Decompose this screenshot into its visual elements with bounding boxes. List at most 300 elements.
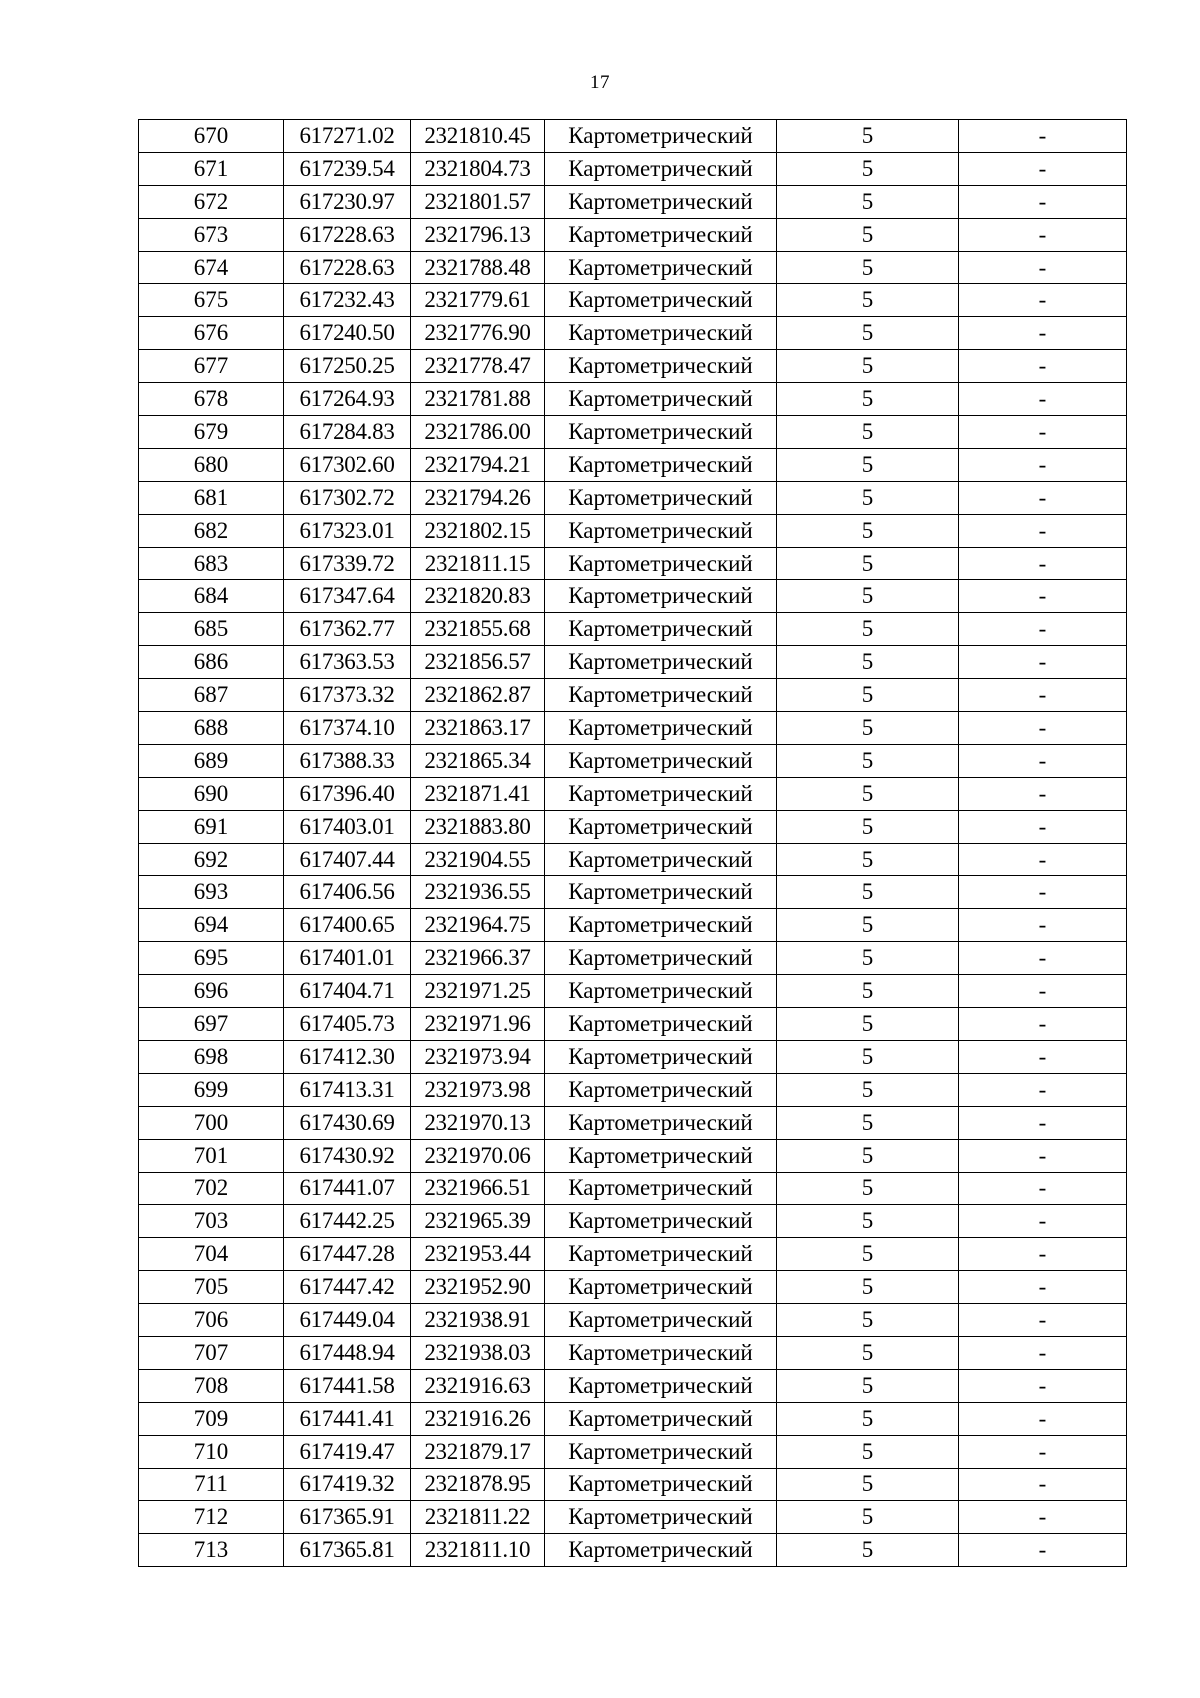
method-cell: Картометрический — [545, 909, 777, 942]
method-cell: Картометрический — [545, 1008, 777, 1041]
point-number-cell: 705 — [139, 1271, 284, 1304]
y-coordinate-cell: 2321879.17 — [411, 1435, 545, 1468]
x-coordinate-cell: 617447.42 — [284, 1271, 411, 1304]
y-coordinate-cell: 2321820.83 — [411, 580, 545, 613]
description-cell: - — [959, 810, 1127, 843]
point-number-cell: 694 — [139, 909, 284, 942]
table-row — [139, 481, 1127, 514]
x-coordinate-cell: 617403.01 — [284, 810, 411, 843]
description-cell: - — [959, 185, 1127, 218]
y-coordinate-cell: 2321856.57 — [411, 646, 545, 679]
accuracy-cell: 5 — [777, 843, 959, 876]
y-coordinate-cell: 2321779.61 — [411, 284, 545, 317]
x-coordinate-cell: 617407.44 — [284, 843, 411, 876]
description-cell: - — [959, 383, 1127, 416]
point-number-cell: 704 — [139, 1238, 284, 1271]
method-cell: Картометрический — [545, 679, 777, 712]
description-cell: - — [959, 942, 1127, 975]
table-row — [139, 1139, 1127, 1172]
x-coordinate-cell: 617373.32 — [284, 679, 411, 712]
point-number-cell: 688 — [139, 712, 284, 745]
description-cell: - — [959, 1106, 1127, 1139]
method-cell: Картометрический — [545, 646, 777, 679]
accuracy-cell: 5 — [777, 1435, 959, 1468]
accuracy-cell: 5 — [777, 810, 959, 843]
description-cell: - — [959, 1238, 1127, 1271]
accuracy-cell: 5 — [777, 1534, 959, 1567]
x-coordinate-cell: 617302.60 — [284, 448, 411, 481]
y-coordinate-cell: 2321952.90 — [411, 1271, 545, 1304]
description-cell: - — [959, 580, 1127, 613]
y-coordinate-cell: 2321936.55 — [411, 876, 545, 909]
method-cell: Картометрический — [545, 975, 777, 1008]
accuracy-cell: 5 — [777, 777, 959, 810]
accuracy-cell: 5 — [777, 975, 959, 1008]
description-cell: - — [959, 1468, 1127, 1501]
x-coordinate-cell: 617396.40 — [284, 777, 411, 810]
accuracy-cell: 5 — [777, 350, 959, 383]
accuracy-cell: 5 — [777, 1172, 959, 1205]
method-cell: Картометрический — [545, 120, 777, 153]
method-cell: Картометрический — [545, 580, 777, 613]
coordinates-table — [138, 119, 1127, 1567]
table-row — [139, 383, 1127, 416]
x-coordinate-cell: 617413.31 — [284, 1073, 411, 1106]
method-cell: Картометрический — [545, 1205, 777, 1238]
x-coordinate-cell: 617442.25 — [284, 1205, 411, 1238]
x-coordinate-cell: 617362.77 — [284, 613, 411, 646]
description-cell: - — [959, 448, 1127, 481]
method-cell: Картометрический — [545, 613, 777, 646]
table-row — [139, 679, 1127, 712]
description-cell: - — [959, 1271, 1127, 1304]
point-number-cell: 696 — [139, 975, 284, 1008]
description-cell: - — [959, 317, 1127, 350]
x-coordinate-cell: 617419.32 — [284, 1468, 411, 1501]
x-coordinate-cell: 617430.69 — [284, 1106, 411, 1139]
accuracy-cell: 5 — [777, 120, 959, 153]
accuracy-cell: 5 — [777, 646, 959, 679]
method-cell: Картометрический — [545, 218, 777, 251]
description-cell: - — [959, 646, 1127, 679]
method-cell: Картометрический — [545, 1040, 777, 1073]
accuracy-cell: 5 — [777, 152, 959, 185]
x-coordinate-cell: 617441.07 — [284, 1172, 411, 1205]
description-cell: - — [959, 251, 1127, 284]
y-coordinate-cell: 2321971.25 — [411, 975, 545, 1008]
description-cell: - — [959, 843, 1127, 876]
x-coordinate-cell: 617365.81 — [284, 1534, 411, 1567]
table-row — [139, 1435, 1127, 1468]
table-row — [139, 284, 1127, 317]
description-cell: - — [959, 120, 1127, 153]
point-number-cell: 679 — [139, 416, 284, 449]
coordinates-table-body — [139, 120, 1127, 1567]
point-number-cell: 697 — [139, 1008, 284, 1041]
y-coordinate-cell: 2321786.00 — [411, 416, 545, 449]
method-cell: Картометрический — [545, 416, 777, 449]
table-row — [139, 613, 1127, 646]
method-cell: Картометрический — [545, 383, 777, 416]
description-cell: - — [959, 1501, 1127, 1534]
y-coordinate-cell: 2321973.94 — [411, 1040, 545, 1073]
table-row — [139, 975, 1127, 1008]
table-row — [139, 1501, 1127, 1534]
point-number-cell: 683 — [139, 547, 284, 580]
method-cell: Картометрический — [545, 1106, 777, 1139]
x-coordinate-cell: 617447.28 — [284, 1238, 411, 1271]
y-coordinate-cell: 2321781.88 — [411, 383, 545, 416]
method-cell: Картометрический — [545, 810, 777, 843]
description-cell: - — [959, 1435, 1127, 1468]
accuracy-cell: 5 — [777, 580, 959, 613]
point-number-cell: 709 — [139, 1402, 284, 1435]
table-row — [139, 1271, 1127, 1304]
point-number-cell: 707 — [139, 1336, 284, 1369]
table-row — [139, 317, 1127, 350]
y-coordinate-cell: 2321965.39 — [411, 1205, 545, 1238]
description-cell: - — [959, 1402, 1127, 1435]
point-number-cell: 680 — [139, 448, 284, 481]
method-cell: Картометрический — [545, 284, 777, 317]
description-cell: - — [959, 1534, 1127, 1567]
description-cell: - — [959, 350, 1127, 383]
table-row — [139, 448, 1127, 481]
x-coordinate-cell: 617347.64 — [284, 580, 411, 613]
x-coordinate-cell: 617430.92 — [284, 1139, 411, 1172]
y-coordinate-cell: 2321811.15 — [411, 547, 545, 580]
point-number-cell: 672 — [139, 185, 284, 218]
x-coordinate-cell: 617230.97 — [284, 185, 411, 218]
point-number-cell: 699 — [139, 1073, 284, 1106]
table-row — [139, 350, 1127, 383]
description-cell: - — [959, 481, 1127, 514]
x-coordinate-cell: 617339.72 — [284, 547, 411, 580]
method-cell: Картометрический — [545, 1304, 777, 1337]
table-row — [139, 1369, 1127, 1402]
accuracy-cell: 5 — [777, 1106, 959, 1139]
description-cell: - — [959, 218, 1127, 251]
x-coordinate-cell: 617240.50 — [284, 317, 411, 350]
x-coordinate-cell: 617239.54 — [284, 152, 411, 185]
description-cell: - — [959, 514, 1127, 547]
point-number-cell: 678 — [139, 383, 284, 416]
x-coordinate-cell: 617363.53 — [284, 646, 411, 679]
accuracy-cell: 5 — [777, 876, 959, 909]
method-cell: Картометрический — [545, 876, 777, 909]
x-coordinate-cell: 617365.91 — [284, 1501, 411, 1534]
table-row — [139, 185, 1127, 218]
point-number-cell: 702 — [139, 1172, 284, 1205]
table-row — [139, 1073, 1127, 1106]
description-cell: - — [959, 1336, 1127, 1369]
x-coordinate-cell: 617449.04 — [284, 1304, 411, 1337]
y-coordinate-cell: 2321811.10 — [411, 1534, 545, 1567]
x-coordinate-cell: 617302.72 — [284, 481, 411, 514]
method-cell: Картометрический — [545, 777, 777, 810]
accuracy-cell: 5 — [777, 613, 959, 646]
point-number-cell: 691 — [139, 810, 284, 843]
table-row — [139, 1402, 1127, 1435]
accuracy-cell: 5 — [777, 1073, 959, 1106]
method-cell: Картометрический — [545, 547, 777, 580]
accuracy-cell: 5 — [777, 909, 959, 942]
page-number: 17 — [590, 72, 610, 93]
y-coordinate-cell: 2321964.75 — [411, 909, 545, 942]
y-coordinate-cell: 2321970.06 — [411, 1139, 545, 1172]
method-cell: Картометрический — [545, 1501, 777, 1534]
table-row — [139, 876, 1127, 909]
table-row — [139, 777, 1127, 810]
table-row — [139, 152, 1127, 185]
y-coordinate-cell: 2321938.91 — [411, 1304, 545, 1337]
method-cell: Картометрический — [545, 448, 777, 481]
y-coordinate-cell: 2321865.34 — [411, 744, 545, 777]
table-row — [139, 120, 1127, 153]
table-row — [139, 1106, 1127, 1139]
accuracy-cell: 5 — [777, 317, 959, 350]
method-cell: Картометрический — [545, 350, 777, 383]
y-coordinate-cell: 2321810.45 — [411, 120, 545, 153]
x-coordinate-cell: 617232.43 — [284, 284, 411, 317]
x-coordinate-cell: 617250.25 — [284, 350, 411, 383]
point-number-cell: 681 — [139, 481, 284, 514]
accuracy-cell: 5 — [777, 448, 959, 481]
x-coordinate-cell: 617284.83 — [284, 416, 411, 449]
table-row — [139, 580, 1127, 613]
method-cell: Картометрический — [545, 1271, 777, 1304]
method-cell: Картометрический — [545, 251, 777, 284]
description-cell: - — [959, 909, 1127, 942]
accuracy-cell: 5 — [777, 514, 959, 547]
accuracy-cell: 5 — [777, 1501, 959, 1534]
point-number-cell: 690 — [139, 777, 284, 810]
method-cell: Картометрический — [545, 1073, 777, 1106]
table-row — [139, 1238, 1127, 1271]
accuracy-cell: 5 — [777, 547, 959, 580]
table-row — [139, 810, 1127, 843]
y-coordinate-cell: 2321970.13 — [411, 1106, 545, 1139]
x-coordinate-cell: 617388.33 — [284, 744, 411, 777]
method-cell: Картометрический — [545, 317, 777, 350]
description-cell: - — [959, 712, 1127, 745]
method-cell: Картометрический — [545, 1336, 777, 1369]
table-row — [139, 1205, 1127, 1238]
table-row — [139, 416, 1127, 449]
point-number-cell: 712 — [139, 1501, 284, 1534]
x-coordinate-cell: 617228.63 — [284, 218, 411, 251]
accuracy-cell: 5 — [777, 383, 959, 416]
y-coordinate-cell: 2321862.87 — [411, 679, 545, 712]
accuracy-cell: 5 — [777, 1205, 959, 1238]
x-coordinate-cell: 617405.73 — [284, 1008, 411, 1041]
y-coordinate-cell: 2321863.17 — [411, 712, 545, 745]
x-coordinate-cell: 617401.01 — [284, 942, 411, 975]
x-coordinate-cell: 617374.10 — [284, 712, 411, 745]
accuracy-cell: 5 — [777, 1402, 959, 1435]
description-cell: - — [959, 1139, 1127, 1172]
accuracy-cell: 5 — [777, 1139, 959, 1172]
description-cell: - — [959, 613, 1127, 646]
y-coordinate-cell: 2321966.51 — [411, 1172, 545, 1205]
accuracy-cell: 5 — [777, 416, 959, 449]
description-cell: - — [959, 1304, 1127, 1337]
x-coordinate-cell: 617264.93 — [284, 383, 411, 416]
method-cell: Картометрический — [545, 1238, 777, 1271]
x-coordinate-cell: 617419.47 — [284, 1435, 411, 1468]
y-coordinate-cell: 2321811.22 — [411, 1501, 545, 1534]
point-number-cell: 677 — [139, 350, 284, 383]
point-number-cell: 676 — [139, 317, 284, 350]
point-number-cell: 708 — [139, 1369, 284, 1402]
method-cell: Картометрический — [545, 185, 777, 218]
description-cell: - — [959, 876, 1127, 909]
point-number-cell: 711 — [139, 1468, 284, 1501]
x-coordinate-cell: 617412.30 — [284, 1040, 411, 1073]
table-row — [139, 1040, 1127, 1073]
x-coordinate-cell: 617400.65 — [284, 909, 411, 942]
point-number-cell: 682 — [139, 514, 284, 547]
table-row — [139, 744, 1127, 777]
table-row — [139, 1534, 1127, 1567]
accuracy-cell: 5 — [777, 1008, 959, 1041]
y-coordinate-cell: 2321802.15 — [411, 514, 545, 547]
table-row — [139, 547, 1127, 580]
method-cell: Картометрический — [545, 1468, 777, 1501]
point-number-cell: 686 — [139, 646, 284, 679]
y-coordinate-cell: 2321938.03 — [411, 1336, 545, 1369]
y-coordinate-cell: 2321871.41 — [411, 777, 545, 810]
accuracy-cell: 5 — [777, 1238, 959, 1271]
table-row — [139, 251, 1127, 284]
method-cell: Картометрический — [545, 1402, 777, 1435]
y-coordinate-cell: 2321971.96 — [411, 1008, 545, 1041]
table-row — [139, 1468, 1127, 1501]
method-cell: Картометрический — [545, 481, 777, 514]
description-cell: - — [959, 1369, 1127, 1402]
y-coordinate-cell: 2321916.26 — [411, 1402, 545, 1435]
description-cell: - — [959, 284, 1127, 317]
method-cell: Картометрический — [545, 1369, 777, 1402]
description-cell: - — [959, 777, 1127, 810]
y-coordinate-cell: 2321904.55 — [411, 843, 545, 876]
x-coordinate-cell: 617448.94 — [284, 1336, 411, 1369]
y-coordinate-cell: 2321778.47 — [411, 350, 545, 383]
accuracy-cell: 5 — [777, 1336, 959, 1369]
point-number-cell: 671 — [139, 152, 284, 185]
table-row — [139, 909, 1127, 942]
x-coordinate-cell: 617441.41 — [284, 1402, 411, 1435]
x-coordinate-cell: 617441.58 — [284, 1369, 411, 1402]
description-cell: - — [959, 1073, 1127, 1106]
description-cell: - — [959, 975, 1127, 1008]
description-cell: - — [959, 1008, 1127, 1041]
table-row — [139, 712, 1127, 745]
y-coordinate-cell: 2321973.98 — [411, 1073, 545, 1106]
accuracy-cell: 5 — [777, 1271, 959, 1304]
point-number-cell: 684 — [139, 580, 284, 613]
point-number-cell: 670 — [139, 120, 284, 153]
accuracy-cell: 5 — [777, 251, 959, 284]
method-cell: Картометрический — [545, 942, 777, 975]
method-cell: Картометрический — [545, 152, 777, 185]
point-number-cell: 695 — [139, 942, 284, 975]
table-row — [139, 843, 1127, 876]
y-coordinate-cell: 2321804.73 — [411, 152, 545, 185]
accuracy-cell: 5 — [777, 284, 959, 317]
accuracy-cell: 5 — [777, 218, 959, 251]
point-number-cell: 675 — [139, 284, 284, 317]
table-row — [139, 1336, 1127, 1369]
point-number-cell: 710 — [139, 1435, 284, 1468]
accuracy-cell: 5 — [777, 712, 959, 745]
y-coordinate-cell: 2321794.21 — [411, 448, 545, 481]
point-number-cell: 689 — [139, 744, 284, 777]
y-coordinate-cell: 2321796.13 — [411, 218, 545, 251]
y-coordinate-cell: 2321916.63 — [411, 1369, 545, 1402]
method-cell: Картометрический — [545, 744, 777, 777]
point-number-cell: 701 — [139, 1139, 284, 1172]
table-row — [139, 218, 1127, 251]
description-cell: - — [959, 416, 1127, 449]
point-number-cell: 673 — [139, 218, 284, 251]
y-coordinate-cell: 2321794.26 — [411, 481, 545, 514]
table-row — [139, 1304, 1127, 1337]
y-coordinate-cell: 2321966.37 — [411, 942, 545, 975]
point-number-cell: 706 — [139, 1304, 284, 1337]
description-cell: - — [959, 1172, 1127, 1205]
x-coordinate-cell: 617271.02 — [284, 120, 411, 153]
description-cell: - — [959, 1205, 1127, 1238]
accuracy-cell: 5 — [777, 744, 959, 777]
accuracy-cell: 5 — [777, 1304, 959, 1337]
description-cell: - — [959, 152, 1127, 185]
point-number-cell: 687 — [139, 679, 284, 712]
accuracy-cell: 5 — [777, 1040, 959, 1073]
point-number-cell: 685 — [139, 613, 284, 646]
x-coordinate-cell: 617406.56 — [284, 876, 411, 909]
method-cell: Картометрический — [545, 712, 777, 745]
point-number-cell: 700 — [139, 1106, 284, 1139]
point-number-cell: 703 — [139, 1205, 284, 1238]
table-row — [139, 1008, 1127, 1041]
accuracy-cell: 5 — [777, 679, 959, 712]
accuracy-cell: 5 — [777, 1369, 959, 1402]
y-coordinate-cell: 2321788.48 — [411, 251, 545, 284]
table-row — [139, 942, 1127, 975]
x-coordinate-cell: 617323.01 — [284, 514, 411, 547]
table-row — [139, 514, 1127, 547]
point-number-cell: 693 — [139, 876, 284, 909]
x-coordinate-cell: 617404.71 — [284, 975, 411, 1008]
y-coordinate-cell: 2321883.80 — [411, 810, 545, 843]
x-coordinate-cell: 617228.63 — [284, 251, 411, 284]
y-coordinate-cell: 2321953.44 — [411, 1238, 545, 1271]
point-number-cell: 698 — [139, 1040, 284, 1073]
description-cell: - — [959, 547, 1127, 580]
method-cell: Картометрический — [545, 1172, 777, 1205]
method-cell: Картометрический — [545, 1534, 777, 1567]
accuracy-cell: 5 — [777, 942, 959, 975]
y-coordinate-cell: 2321855.68 — [411, 613, 545, 646]
point-number-cell: 713 — [139, 1534, 284, 1567]
method-cell: Картометрический — [545, 1435, 777, 1468]
y-coordinate-cell: 2321878.95 — [411, 1468, 545, 1501]
point-number-cell: 674 — [139, 251, 284, 284]
method-cell: Картометрический — [545, 843, 777, 876]
y-coordinate-cell: 2321801.57 — [411, 185, 545, 218]
accuracy-cell: 5 — [777, 185, 959, 218]
